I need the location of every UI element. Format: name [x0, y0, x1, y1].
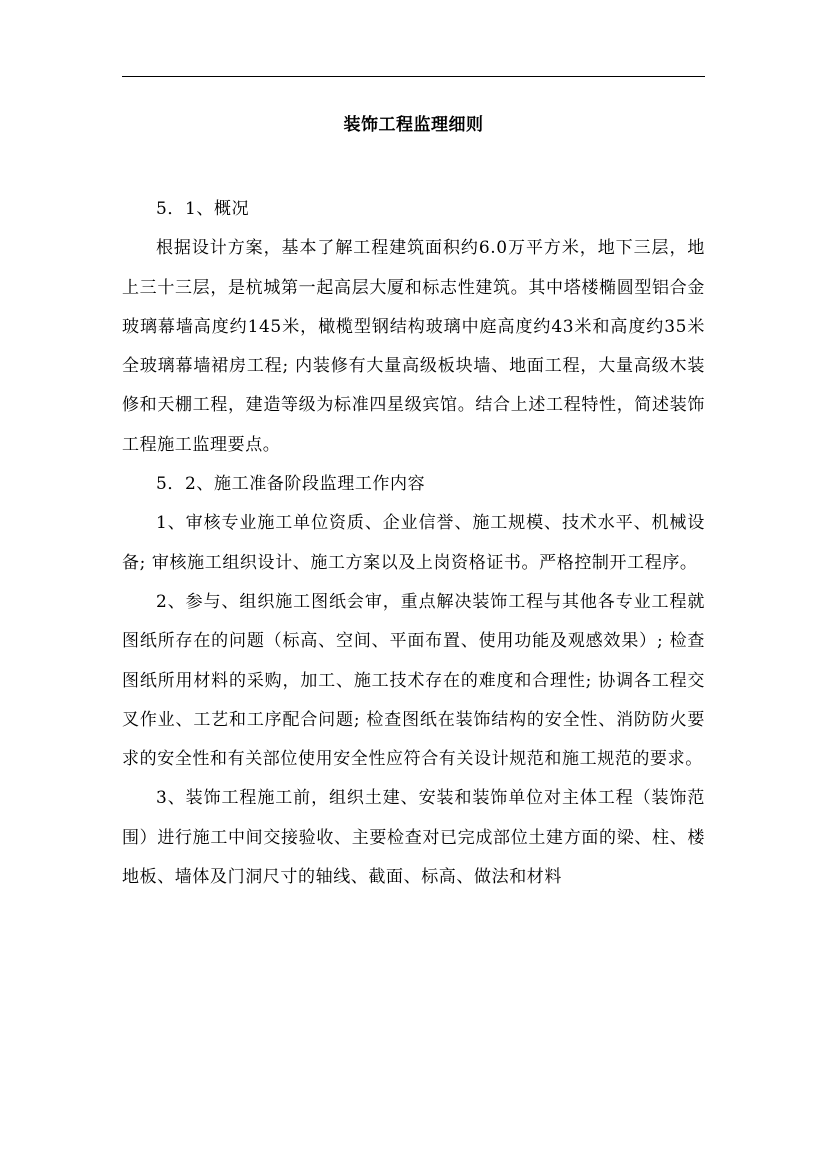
header-rule [122, 76, 705, 77]
paragraph-overview: 根据设计方案，基本了解工程建筑面积约6.0万平方米，地下三层，地上三十三层，是杭城第一起高层大厦和标志性建筑。其中塔楼椭圆型铝合金玻璃幕墙高度约145米，橄榄型钢结构玻璃中庭高度约43米和高度约35米全玻璃幕墙裙房工程; 内装修有大量高级板块墙、地面工程，大量高级木装修和天棚工程，建造等级为标准四星级宾馆。结合上述工程特性，简述装饰工程施工监理要点。 [122, 238, 705, 455]
section-heading-overview: 5．1、概况 [156, 199, 250, 219]
paragraph-item-3: 3、装饰工程施工前，组织土建、安装和装饰单位对主体工程（装饰范围）进行施工中间交接验收、主要检查对已完成部位土建方面的梁、柱、楼地板、墙体及门洞尺寸的轴线、截面、标高、做法和材料 [122, 788, 705, 888]
section-heading-preparation: 5．2、施工准备阶段监理工作内容 [156, 474, 426, 495]
paragraph-item-1: 1、审核专业施工单位资质、企业信誉、施工规模、技术水平、机械设备; 审核施工组织设计、施工方案以及上岗资格证书。严格控制开工程序。 [122, 513, 705, 573]
paragraph-item-2: 2、参与、组织施工图纸会审，重点解决装饰工程与其他各专业工程就图纸所存在的问题（标高、空间、平面布置、使用功能及观感效果）; 检查图纸所用材料的采购，加工、施工技术存在的难度和合理性; 协调各工程交叉作业、工艺和工序配合问题; 检查图纸在装饰结构的安全性、消防防火要求的安全性和有关部位使用安全性应符合有关设计规范和施工规范的要求。 [122, 591, 705, 770]
document-title: 装饰工程监理细则 [343, 115, 484, 135]
document-body [122, 190, 705, 897]
